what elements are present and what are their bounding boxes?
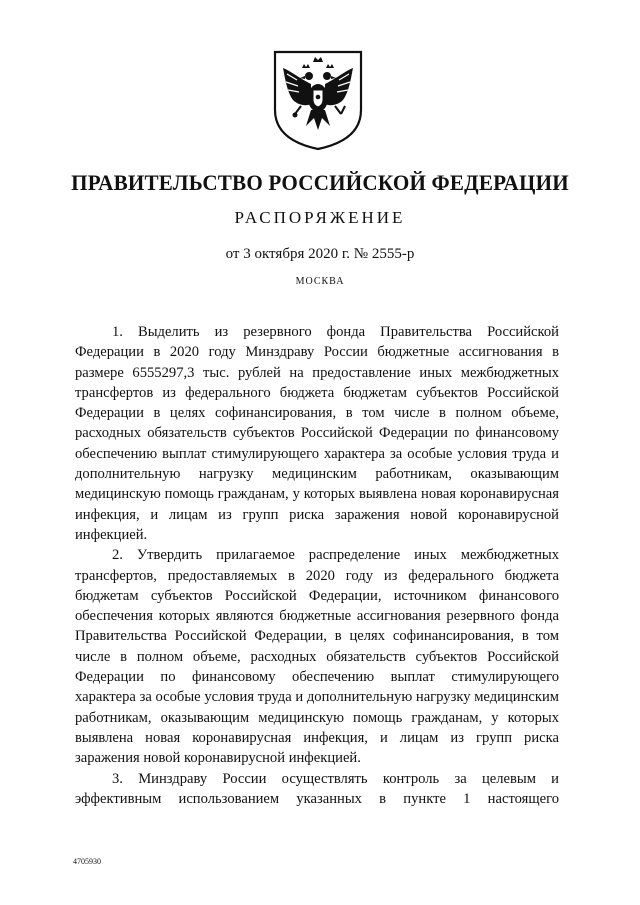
document-city: МОСКВА: [295, 276, 345, 287]
footer-code: 4705930: [73, 857, 101, 866]
paragraph-2: 2. Утвердить прилагаемое распределение иных межбюджетных трансфертов, предоставляемых в 2020 году из федерального бюджета бюджетам субъектов Российской Федерации, источником финансового обеспечения которых являются бюджетные ассигнования резервного фонда Правительства Российской Федерации, в целях софинансирования, в том числе в полном объеме, расходных обязательств субъектов Российской Федерации по финансовому обеспечению выплат стимулирующего характера за особые условия труда и дополнительную нагрузку медицинским работникам, оказывающим медицинскую помощь гражданам, у которых выявлена новая коронавирусная инфекция, и лицам из групп риска заражения новой коронавирусной инфекцией.: [75, 547, 559, 767]
coat-of-arms-icon: [271, 48, 365, 152]
government-title: ПРАВИТЕЛЬСТВО РОССИЙСКОЙ ФЕДЕРАЦИИ: [71, 170, 569, 195]
document-type: РАСПОРЯЖЕНИЕ: [234, 208, 406, 227]
paragraph-3: 3. Минздраву России осуществлять контроль за целевым и эффективным использованием указанных в пункте 1 настоящего: [75, 770, 559, 807]
document-body: [75, 322, 559, 809]
paragraph-1: 1. Выделить из резервного фонда Правительства Российской Федерации в 2020 году Минздраву России бюджетные ассигнования в размере 6555297,3 тыс. рублей на предоставление иных межбюджетных трансфертов из федерального бюджета бюджетам субъектов Российской Федерации в целях софинансирования, в том числе в полном объеме, расходных обязательств субъектов Российской Федерации по финансовому обеспечению выплат стимулирующего характера за особые условия труда и дополнительную нагрузку медицинским работникам, оказывающим медицинскую помощь гражданам, у которых выявлена новая коронавирусная инфекция, и лицам из групп риска заражения новой коронавирусной инфекцией.: [75, 324, 559, 543]
document-date-number: от 3 октября 2020 г. № 2555-р: [225, 246, 415, 262]
